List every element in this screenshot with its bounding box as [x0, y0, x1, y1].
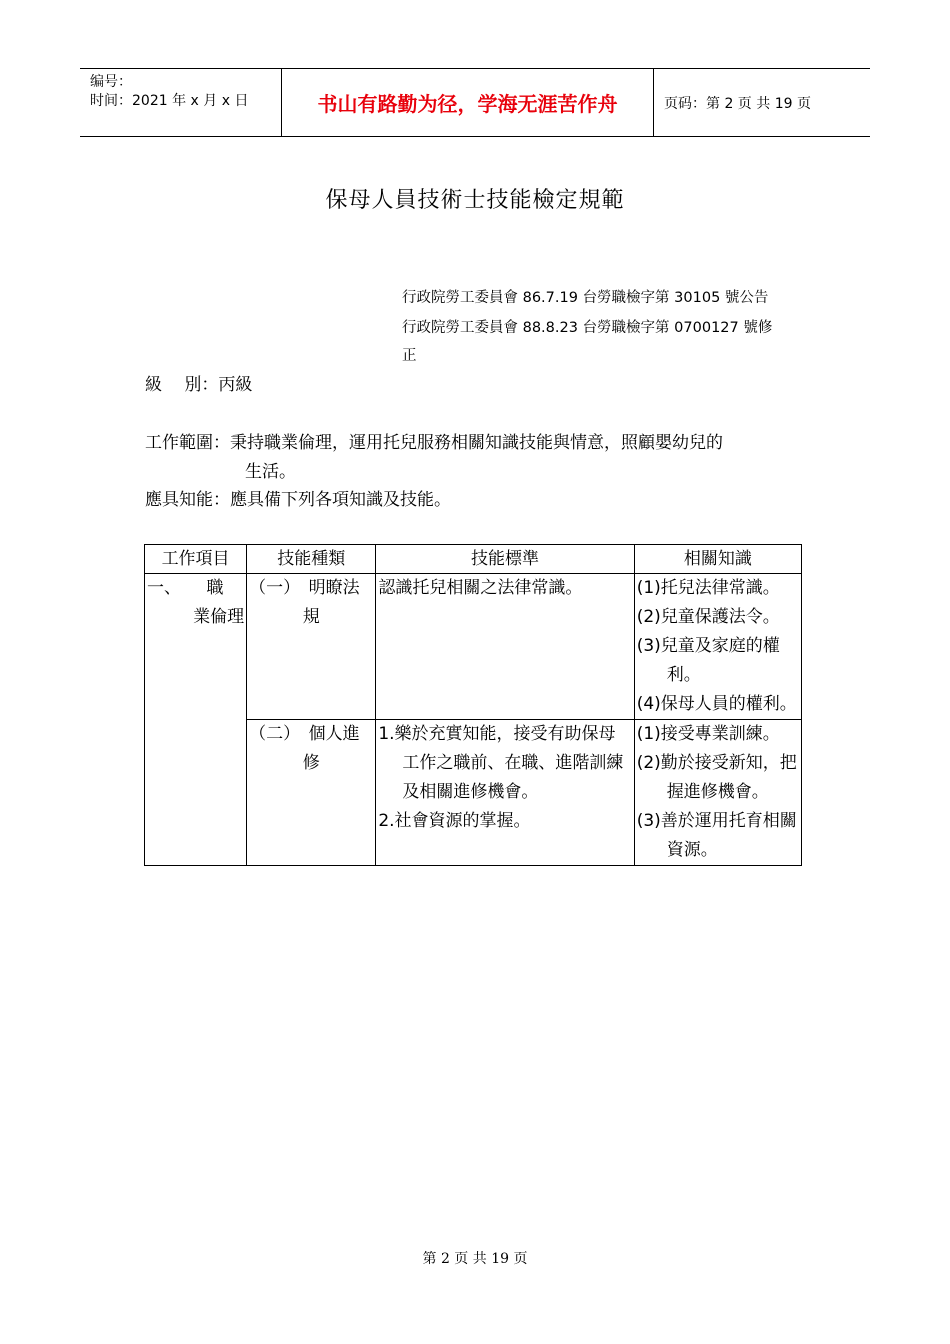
page-footer: 第 2 页 共 19 页 — [422, 1251, 528, 1267]
table-row — [145, 574, 802, 720]
skill-type-cell — [247, 720, 376, 866]
ability-line: 應具知能：應具備下列各項知識及技能。 — [145, 490, 451, 510]
header-related-knowledge: 相關知識 — [634, 545, 801, 574]
notice-line-2: 行政院勞工委員會 88.8.23 台勞職檢字第 0700127 號修 — [402, 320, 773, 336]
skill-standard-cell — [376, 574, 634, 720]
skill-standard-text: 2.社會資源的掌握。 — [378, 811, 531, 831]
scope-line: 工作範圍：秉持職業倫理，運用托兒服務相關知識技能與情意，照顧嬰幼兒的 — [145, 433, 723, 453]
knowledge-item: (1)托兒法律常識。 — [636, 578, 780, 598]
work-item-label-continued: 業倫理 — [193, 607, 245, 627]
notice-line-1: 行政院勞工委員會 86.7.19 台勞職檢字第 30105 號公告 — [402, 290, 769, 306]
header-skill-type: 技能種類 — [247, 545, 376, 574]
knowledge-item: (2)兒童保護法令。 — [636, 607, 780, 627]
skill-standard-text: 認識托兒相關之法律常識。 — [378, 578, 583, 598]
knowledge-cell — [634, 574, 801, 720]
header-page-info: 页码：第 2 页 共 19 页 — [664, 95, 811, 112]
knowledge-item: (3)善於運用托育相關資源。 — [636, 811, 797, 860]
knowledge-item: (1)接受專業訓練。 — [636, 724, 780, 744]
header-motto: 书山有路勤为径，学海无涯苦作舟 — [282, 69, 654, 136]
scope-line-continued: 生活。 — [245, 462, 296, 482]
knowledge-item: (4)保母人員的權利。 — [636, 694, 797, 714]
knowledge-cell — [634, 720, 801, 866]
header-meta — [80, 69, 282, 136]
work-item-label: 一、 職 — [147, 578, 224, 598]
skill-type-label-continued: 規 — [302, 607, 320, 627]
skill-standard-text: 1.樂於充實知能，接受有助保母工作之職前、在職、進階訓練及相關進修機會。 — [378, 724, 624, 802]
header-skill-standard: 技能標準 — [376, 545, 634, 574]
table-header-row — [145, 545, 802, 574]
number-label: 编号： — [90, 74, 132, 90]
skills-table — [144, 544, 802, 866]
document-header — [80, 68, 870, 137]
page-title: 保母人員技術士技能檢定規範 — [325, 188, 625, 213]
header-work-item: 工作項目 — [145, 545, 247, 574]
skill-type-label: （一） 明瞭法 — [249, 578, 360, 598]
knowledge-item: (2)勤於接受新知，把握進修機會。 — [636, 753, 797, 802]
work-item-cell — [145, 574, 247, 866]
notice-line-3: 正 — [402, 348, 417, 364]
skill-type-cell — [247, 574, 376, 720]
skill-standard-cell — [376, 720, 634, 866]
level-line: 級 別：丙級 — [145, 375, 253, 395]
skill-type-label: （二） 個人進 — [249, 724, 360, 744]
skill-type-label-continued: 修 — [302, 753, 320, 773]
time-label: 时间：2021 年 x 月 x 日 — [90, 93, 249, 109]
knowledge-item: (3)兒童及家庭的權利。 — [636, 636, 780, 685]
